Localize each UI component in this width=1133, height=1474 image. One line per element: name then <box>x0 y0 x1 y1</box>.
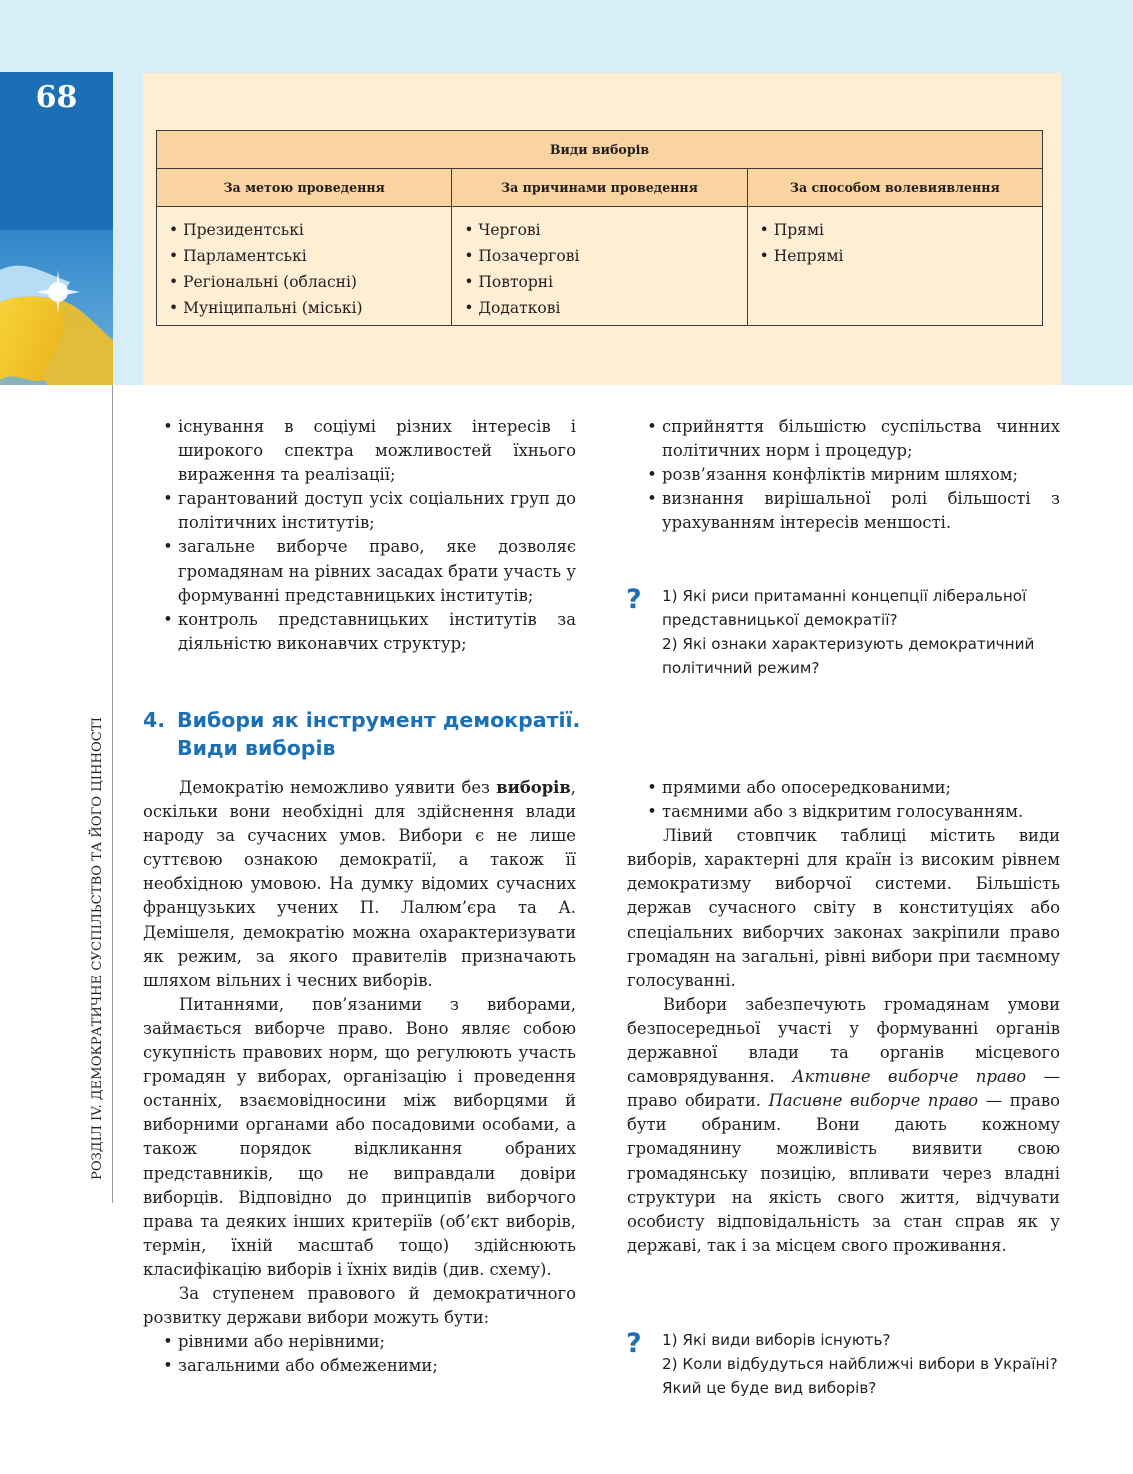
scheme-item: • Повторні <box>464 269 736 295</box>
page-number: 68 <box>35 80 78 115</box>
question-line: 1) Які види виборів існують? <box>662 1331 891 1349</box>
list-item: • таємними або з відкритим голосуванням. <box>642 800 1060 824</box>
paragraph <box>143 776 576 993</box>
list-item: • загальне виборче право, яке дозволяє громадянам на рівних засадах брати участь у формуванні представницьких інститутів; <box>158 535 576 607</box>
paragraph: За ступенем правового й демократичного розвитку держави вибори можуть бути: <box>143 1283 576 1328</box>
elections-scheme-table <box>156 130 1043 326</box>
section-title-line2: Види виборів <box>177 736 336 760</box>
italic-term: Активне виборче право <box>792 1067 1027 1087</box>
scheme-item: • Чергові <box>464 217 736 243</box>
text-run: Вибори забезпечують громадянам умови безпосередньої участі у формуванні органів державної влади та органів місцевого самоврядування. <box>627 994 1060 1087</box>
italic-term: Пасивне виборче право <box>768 1091 979 1111</box>
scheme-item: • Президентські <box>169 217 441 243</box>
scheme-column-header: За способом волевиявлення <box>747 169 1042 207</box>
question-line: 1) Які риси притаманні концепції ліберальної представницької демократії? <box>662 587 1027 629</box>
paragraph: Лівий стовпчик таблиці містить види виборів, характерні для країн із високим рівнем демократизму виборчої системи. Більшість держав сучасного світу в конституціях або спеціальних виборчих законах закріпили право громадян на загальні, рівні вибори при таємному голосуванні. <box>627 826 1060 990</box>
upper-left-column <box>158 415 576 656</box>
paragraph <box>627 993 1060 1258</box>
question-mark-icon: ? <box>626 584 642 615</box>
list-item: • загальними або обмеженими; <box>158 1354 576 1378</box>
scheme-item: • Позачергові <box>464 243 736 269</box>
list-item: • сприйняття більшістю суспільства чинних політичних норм і процедур; <box>642 415 1060 463</box>
scheme-title: Види виборів <box>157 131 1043 169</box>
chapter-side-label: РОЗДІЛ IV. ДЕМОКРАТИЧНЕ СУСПІЛЬСТВО ТА ЙОГО ЦІННОСТІ <box>90 717 105 1180</box>
section-heading <box>143 706 603 762</box>
bold-term: виборів <box>496 778 571 797</box>
scheme-item: • Муніципальні (міські) <box>169 295 441 321</box>
section-number: 4. <box>143 708 166 732</box>
section-title-line1: Вибори як інструмент демократії. <box>177 708 581 732</box>
review-questions <box>662 1328 1060 1400</box>
scheme-column-header: За причинами проведення <box>452 169 747 207</box>
scheme-cell <box>747 207 1042 326</box>
lower-left-column <box>143 776 576 1378</box>
scheme-cell <box>452 207 747 326</box>
text-run: — право бути обраним. Вони дають кожному громадянину можливість виявити свою громадянську позицію, впливати через владні структури на якість свого життя, відчувати особисту відповідальність за стан справ як у державі, так і за місцем свого проживання. <box>627 1091 1060 1255</box>
lower-right-column <box>627 776 1060 1258</box>
list-item: • існування в соціумі різних інтересів і широкого спектра можливостей їхнього вираження та реалізації; <box>158 415 576 487</box>
scheme-item: • Прямі <box>760 217 1032 243</box>
list-item: • визнання вирішальної ролі більшості з урахуванням інтересів меншості. <box>642 487 1060 535</box>
scheme-item: • Непрямі <box>760 243 1032 269</box>
list-item: • гарантований доступ усіх соціальних груп до політичних інститутів; <box>158 487 576 535</box>
scheme-item: • Парламентські <box>169 243 441 269</box>
scheme-cell <box>157 207 452 326</box>
side-band <box>0 72 113 385</box>
list-item: • рівними або нерівними; <box>158 1330 576 1354</box>
side-rule <box>112 385 113 1203</box>
scheme-item: • Регіональні (обласні) <box>169 269 441 295</box>
text-run: , оскільки вони необхідні для здійснення влади народу за сучасних умов. Вибори є не лише суттєвою ознакою демократії, а також її необхідною умовою. На думку відомих сучасних французьких учених П. Лалюм’єра та А. Демішеля, демократію можна охарактеризувати як режим, за якого правителів призначають шляхом вільних і чесних виборів. <box>143 778 576 990</box>
question-mark-icon: ? <box>626 1328 642 1359</box>
upper-right-column <box>642 415 1060 535</box>
list-item: • розв’язання конфліктів мирним шляхом; <box>642 463 1060 487</box>
ukraine-map-flag-image <box>0 230 113 385</box>
text-run: — право обирати. <box>627 1067 1060 1111</box>
question-line: 2) Коли відбудуться найближчі вибори в Україні? Який це буде вид виборів? <box>662 1355 1058 1397</box>
scheme-item: • Додаткові <box>464 295 736 321</box>
paragraph: Питаннями, пов’язаними з виборами, займається виборче право. Воно являє собою сукупність правових норм, що регулюють участь громадян у виборах, організацію і проведення останніх, взаємовідносини між виборцями й виборними органами або посадовими особами, а також порядок відкликання обраних представників, що не виправдали довіри виборців. Відповідно до принципів виборчого права та деяких інших критеріїв (об’єкт виборів, термін, їхній масштаб тощо) здійснюють класифікацію виборів і їхніх видів (див. схему). <box>143 994 576 1279</box>
scheme-column-header: За метою проведення <box>157 169 452 207</box>
review-questions <box>662 584 1060 680</box>
question-line: 2) Які ознаки характеризують демократичний політичний режим? <box>662 635 1035 677</box>
list-item: • прямими або опосередкованими; <box>642 776 1060 800</box>
text-run: Демократію неможливо уявити без <box>179 778 497 797</box>
list-item: • контроль представницьких інститутів за діяльністю виконавчих структур; <box>158 608 576 656</box>
